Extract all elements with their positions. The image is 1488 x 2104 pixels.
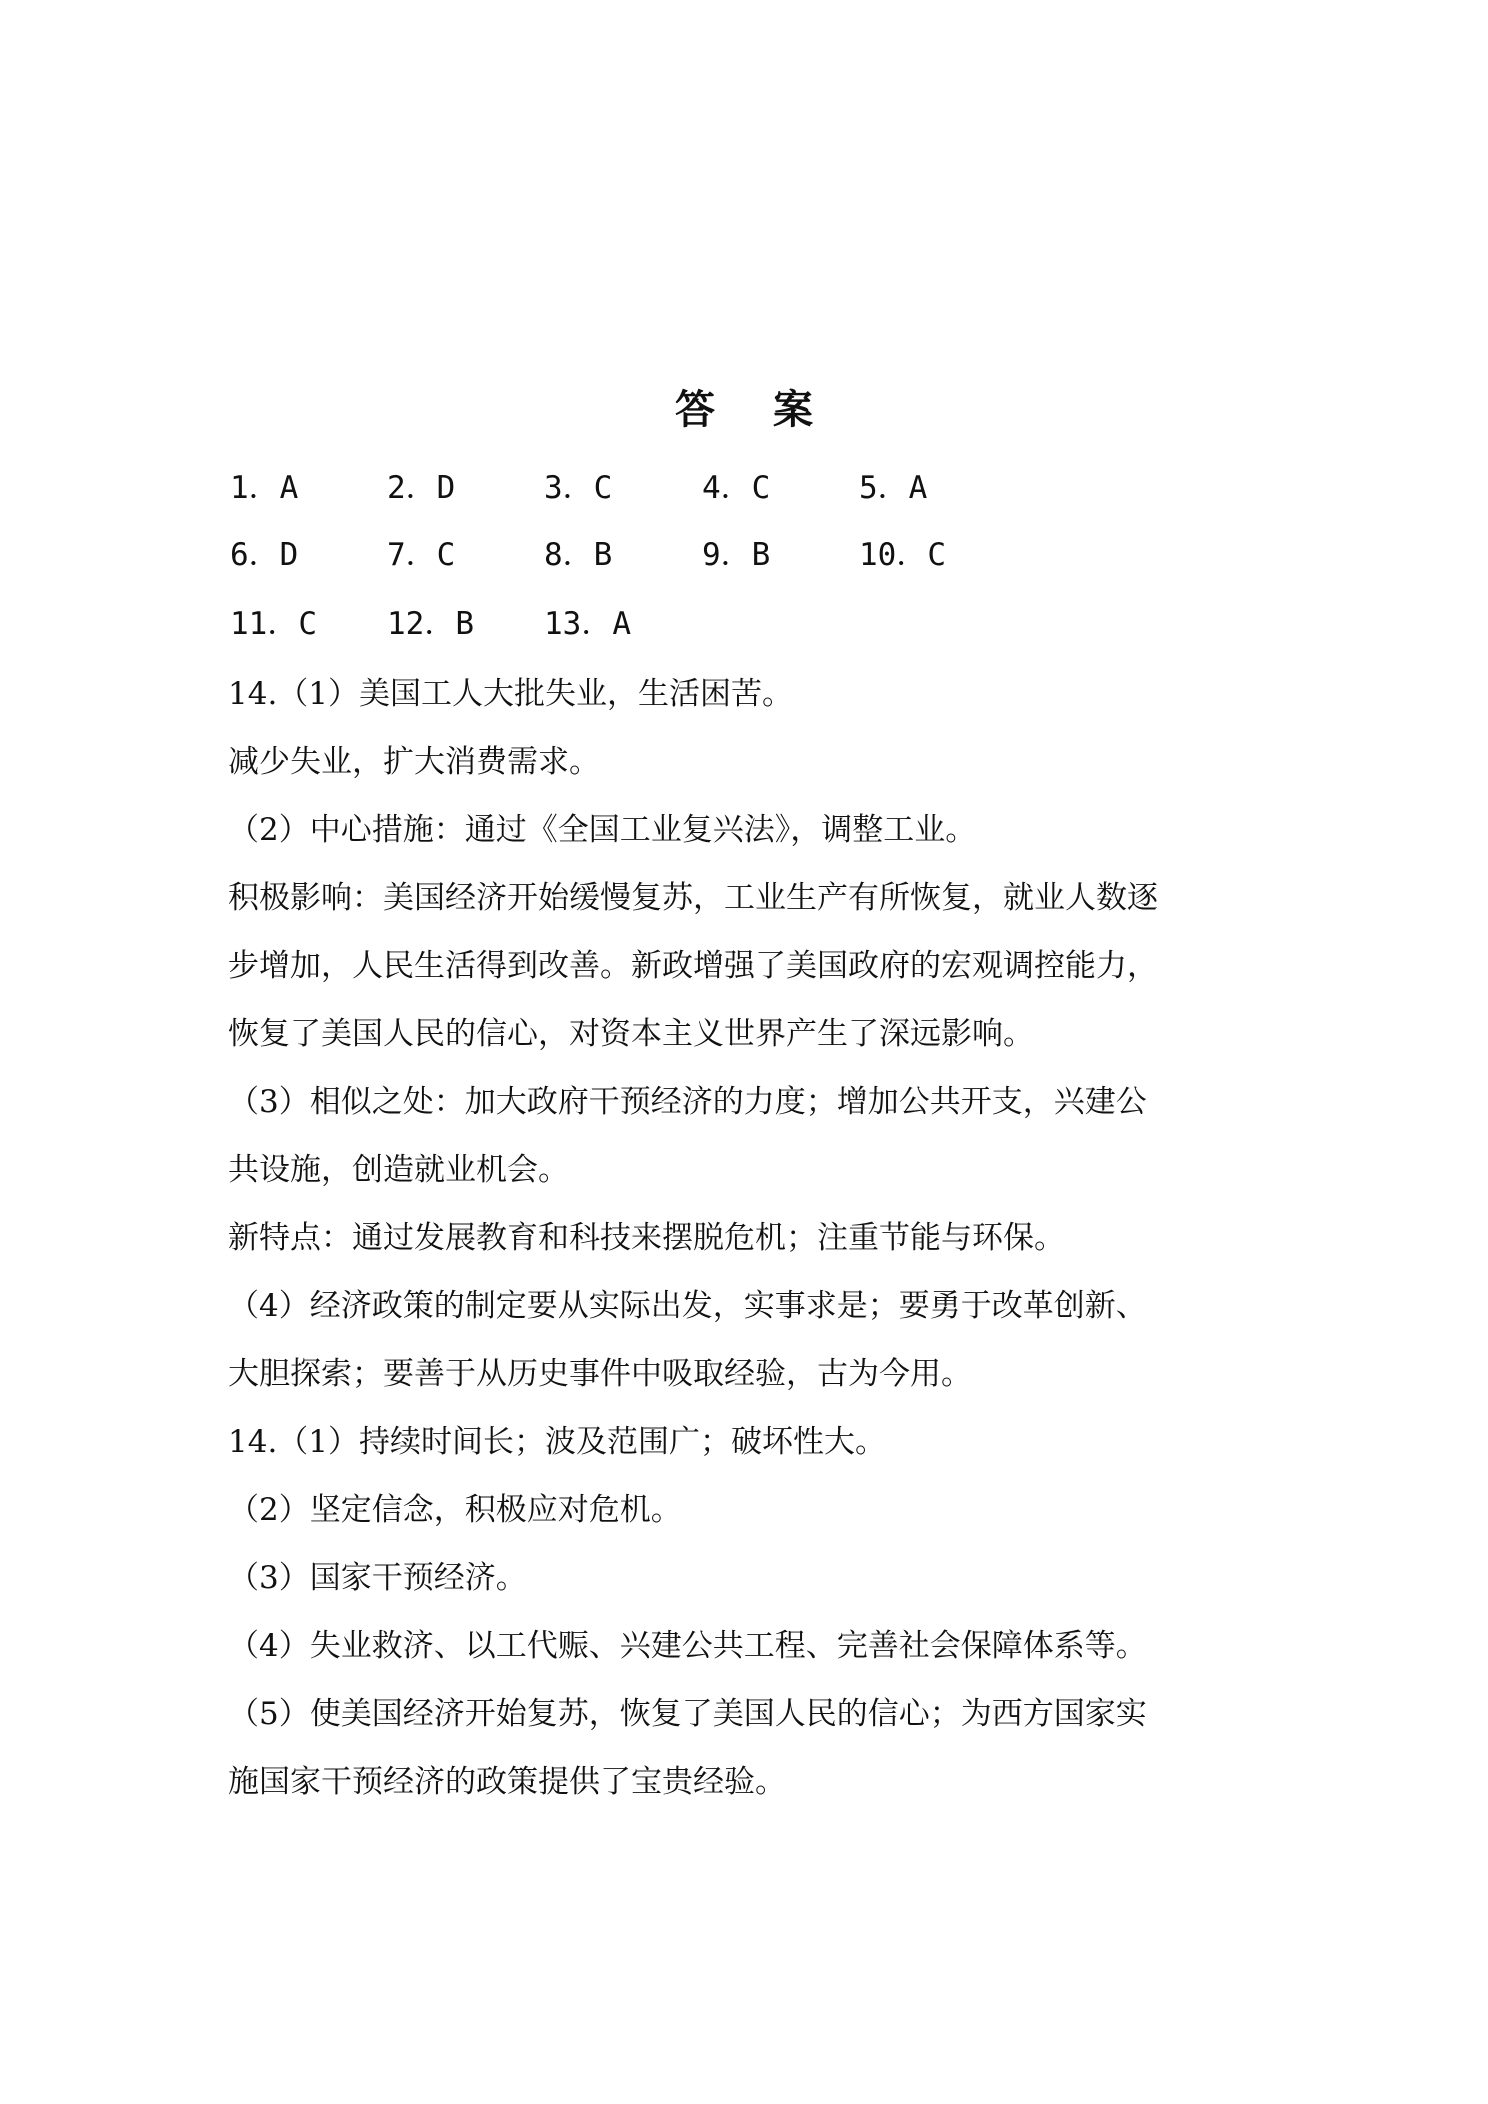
text-line: 恢复了美国人民的信心，对资本主义世界产生了深远影响。 (228, 1016, 1034, 1052)
text-line: 新特点：通过发展教育和科技来摆脱危机；注重节能与环保。 (228, 1220, 1065, 1256)
page-title: 答 案 (675, 387, 835, 433)
mc-answer-3: 3．C (544, 470, 613, 506)
text-line: 大胆探索；要善于从历史事件中吸取经验，古为今用。 (228, 1356, 972, 1392)
text-line: （2）中心措施：通过《全国工业复兴法》，调整工业。 (228, 812, 977, 848)
text-line: （2）坚定信念，积极应对危机。 (228, 1492, 682, 1528)
text-line: 14.（1）美国工人大批失业，生活困苦。 (228, 676, 794, 712)
text-line: （4）失业救济、以工代赈、兴建公共工程、完善社会保障体系等。 (228, 1628, 1147, 1664)
text-line: （5）使美国经济开始复苏，恢复了美国人民的信心；为西方国家实 (228, 1696, 1147, 1732)
text-line: 积极影响：美国经济开始缓慢复苏，工业生产有所恢复，就业人数逐 (228, 880, 1158, 916)
mc-answer-10: 10．C (859, 537, 946, 573)
text-line: 14.（1）持续时间长；波及范围广；破坏性大。 (228, 1424, 887, 1460)
text-line: 减少失业，扩大消费需求。 (228, 744, 600, 780)
mc-answer-4: 4．C (702, 470, 771, 506)
mc-answer-5: 5．A (859, 470, 928, 506)
text-line: （3）国家干预经济。 (228, 1560, 527, 1596)
text-line: 共设施，创造就业机会。 (228, 1152, 569, 1188)
text-line: 步增加，人民生活得到改善。新政增强了美国政府的宏观调控能力， (228, 948, 1158, 984)
mc-answer-2: 2．D (387, 470, 456, 506)
text-line: （3）相似之处：加大政府干预经济的力度；增加公共开支，兴建公 (228, 1084, 1147, 1120)
mc-answer-1: 1．A (230, 470, 299, 506)
text-line: 施国家干预经济的政策提供了宝贵经验。 (228, 1764, 786, 1800)
mc-answer-9: 9．B (702, 537, 771, 573)
mc-answer-12: 12．B (387, 606, 474, 642)
mc-answer-8: 8．B (544, 537, 613, 573)
text-line: （4）经济政策的制定要从实际出发，实事求是；要勇于改革创新、 (228, 1288, 1147, 1324)
mc-answer-11: 11．C (230, 606, 317, 642)
mc-answer-7: 7．C (387, 537, 456, 573)
mc-answer-6: 6．D (230, 537, 299, 573)
mc-answer-13: 13．A (544, 606, 631, 642)
